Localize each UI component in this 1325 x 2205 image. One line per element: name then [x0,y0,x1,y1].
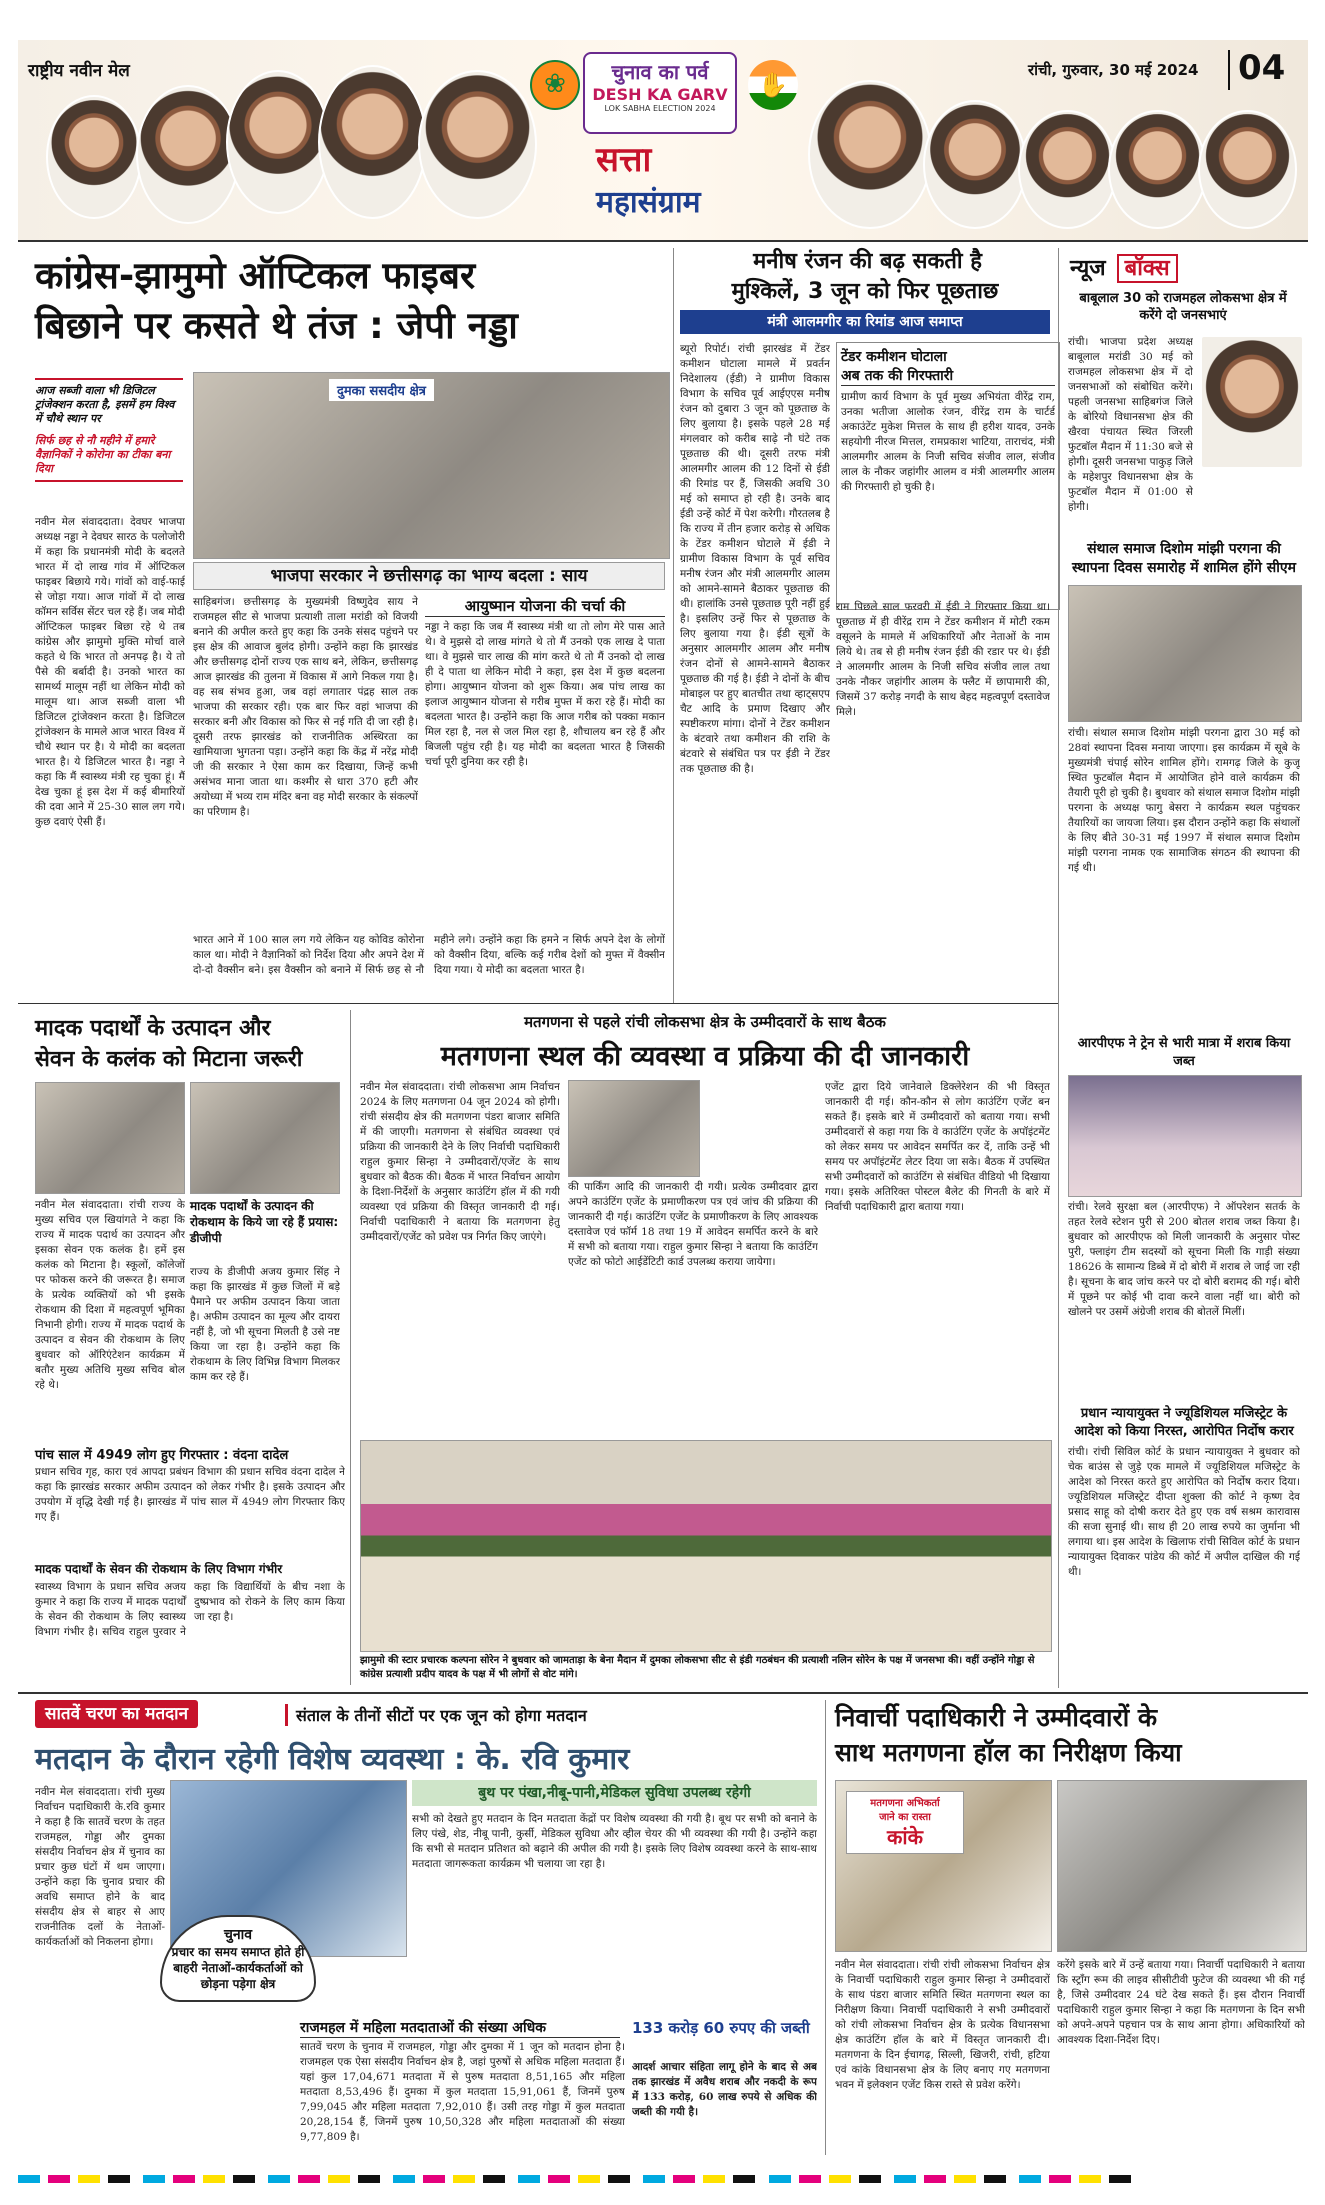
page-number-divider [1228,50,1230,90]
lead-photo [193,372,670,559]
congress-hand-logo: ✋ [748,60,798,110]
phase7-strap-body: सभी को देखते हुए मतदान के दिन मतदाता केंद्रों पर विशेष व्यवस्था की गयी है। बूथ पर सभी को बनाने के लिए पंखे, शेड, नीबू पानी, कुर्सी, मेडिकल सुविधा और व्हील चेयर की भी व्यवस्था की गयी है। उन्होंने कहा कि सभी से मतदान प्रतिशत को बढ़ाने की अपील की गयी है। इसके लिए विशेष व्यवस्था करने के साथ-साथ मतदाता जागरूकता कार्यक्रम भी चलाया जा रहा है। [412,1813,817,1870]
drug-sub-body: राज्य के डीजीपी अजय कुमार सिंह ने कहा कि झारखंड में कुछ जिलों में बड़े पैमाने पर अफीम उत्पादन किया जाता है। अफीम उत्पादन का मूल्य और दायरा नहीं है, जो भी सूचना मिलती है उसे नष्ट किया जा रहा है। उन्होंने कहा कि रोकथाम के लिए विभिन्न विभाग मिलकर काम कर रहे हैं। [190,1266,340,1383]
phase7-cash-head: 133 करोड़ 60 रुपए की जब्ती [632,2019,810,2037]
news-item-4-head: प्रधान न्यायायुक्त ने ज्यूडिशियल मजिस्ट्रेट के आदेश को किया निरस्त, आरोपित निर्दोष करार [1074,1406,1294,1439]
inspection-body: नवीन मेल संवाददाता। रांची रांची लोकसभा निर्वाचन क्षेत्र के निवार्ची पदाधिकारी राहुल कुमार सिन्हा ने उम्मीदवारों के साथ पंडरा बाजार समिति स्थित मतगणना स्थल का निरीक्षण किया। निवार्ची पदाधिकारी ने सभी उम्मीदवारों को रांची लोकसभा निर्वाचन क्षेत्र के प्रत्येक विधानसभा क्षेत्र काउंटिंग हॉल के बारे में विस्तृत जानकारी दी। मतगणना के दिन ईचागढ़, सिल्ली, खिजरी, रांची, हटिया एवं कांके विधानसभा क्षेत्र के लिए बनाए गए मतगणना भवन में इलेक्शन एजेंट किस रास्ते से प्रवेश करेंगे। [835,1959,1050,2091]
drug-headline-1: मादक पदार्थों के उत्पादन और [35,1016,271,1041]
bjp-lotus-logo: ❀ [530,60,580,110]
phase7-callout [160,1915,316,2002]
counting-kicker: मतगणना से पहले रांची लोकसभा क्षेत्र के उम्मीदवारों के साथ बैठक [524,1013,886,1031]
kalpana-rally-photo [360,1440,1052,1652]
lead-subhead-bar: भाजपा सरकार ने छत्तीसगढ़ का भाग्य बदला : साय [193,562,665,590]
ed-headline-1: मनीष रंजन की बढ़ सकती है [753,249,982,274]
lead-photo-banner: दुमका ससदीय क्षेत्र [329,379,434,401]
phase7-kicker: संताल के तीनों सीटों पर एक जून को होगा मतदान [285,1704,587,1726]
badge-line-1: चुनाव का पर्व [611,60,709,84]
news-box-title [1070,252,1178,282]
news-box-title-2: बॉक्स [1117,254,1178,283]
leader-portrait [226,70,330,214]
ed-headline-2: मुश्किलें, 3 जून को फिर पूछताछ [731,279,999,304]
section-title-mahasangram: महासंग्राम [596,185,701,220]
news-item-2-photo [1068,585,1302,722]
leader-portrait [418,70,537,219]
inspection-sign [846,1791,964,1854]
news-item-2-head: संथाल समाज दिशोम मांझी परगना की स्थापना दिवस समारोह में शामिल होंगे सीएम [1071,541,1297,576]
column-divider [350,1010,351,1685]
dateline: रांची, गुरुवार, 30 मई 2024 [1028,61,1199,79]
phase7-women-body: सातवें चरण के चुनाव में राजमहल, गोड्डा और दुमका में 1 जून को मतदान होना है। राजमहल एक ऐसा संसदीय निर्वाचन क्षेत्र है, जहां पुरुषों से अधिक महिला मतदाता हैं। यहां कुल 17,04,671 मतदाता में से पुरुष मतदाता 8,51,165 और महिला मतदाता 8,53,496 हैं। दुमका में कुल मतदाता 15,91,061 हैं, जिनमें पुरुष 7,99,045 और महिला मतदाता 7,92,010 हैं। उसी तरह गोड्डा में कुल मतदाता 20,28,154 हैं, जिनमें पुरुष 10,50,328 और महिला मतदाताओं की संख्या 9,77,809 है। [300,2041,625,2143]
section-rule [18,1003,1058,1004]
phase7-tag: सातवें चरण का मतदान [35,1700,198,1728]
leader-portrait [46,95,142,219]
kalpana-rally-caption: झामुमो की स्टार प्रचारक कल्पना सोरेन ने बुधवार को जामताड़ा के बेना मैदान में दुमका लोकसभा सीट से इंडी गठबंधन की प्रत्याशी नलिन सोरेन के पक्ष में जनसभा की। वहीं उन्होंने गोड्डा से कांग्रेस प्रत्याशी प्रदीप यादव के पक्ष में भी लोगों से वोट मांगे। [360,1655,1035,1680]
column-divider [825,1700,826,2155]
news-item-1-head: बाबूलाल 30 को राजमहल लोकसभा क्षेत्र में करेंगे दो जनसभाएं [1079,291,1287,323]
counting-body: नवीन मेल संवाददाता। रांची लोकसभा आम निर्वाचन 2024 के लिए मतगणना 04 जून 2024 को होगी। रांची संसदीय क्षेत्र की मतगणना पंडरा बाजार समिति में की जाएगी। मतगणना से संबंधित व्यवस्था एवं प्रक्रिया की जानकारी देने के लिए निर्वाची पदाधिकारी राहुल कुमार सिन्हा ने उम्मीदवारों/एजेंट के साथ बुधवार को बैठक की। बैठक में भारत निर्वाचन आयोग के दिशा-निर्देशों के अनुसार काउंटिंग हॉल में की गयी व्यवस्था एवं प्रक्रिया की विस्तृत जानकारी दी गई। निर्वाची पदाधिकारी ने बताया कि मतगणना हेतु उम्मीदवारों/एजेंट को प्रवेश पत्र निर्गत किए जाएंगे। [360,1081,560,1243]
lead-headline-2: बिछाने पर कसते थे तंज : जेपी नड्डा [35,304,518,347]
ed-side-head-2: अब तक की गिरफ्तारी [841,366,1055,386]
drug-photo-2 [190,1082,340,1194]
inspection-sign-3: कांके [887,1825,923,1849]
inspection-headline-2: साथ मतगणना हॉल का निरीक्षण किया [835,1738,1182,1767]
ed-sidebox [836,342,1060,610]
ed-bar: मंत्री आलमगीर का रिमांड आज समाप्त [680,310,1050,334]
counting-photo [568,1080,700,1177]
news-item-3-head: आरपीएफ ने ट्रेन से भारी मात्रा में शराब किया जब्त [1077,1036,1291,1069]
drug-sub-body-3: स्वास्थ्य विभाग के प्रधान सचिव अजय कुमार ने कहा कि राज्य में मादक पदार्थों के सेवन की रोकथाम के लिए स्वास्थ्य विभाग गंभीर है। सचिव राहुल पुरवार ने कहा कि विद्यार्थियों के बीच नशा के दुष्प्रभाव को रोकने के लिए काम किया जा रहा है। [35,1581,345,1638]
ed-body: ब्यूरो रिपोर्ट। रांची झारखंड में टेंडर कमीशन घोटाला मामले में प्रवर्तन निदेशालय (ईडी) ने ग्रामीण विकास विभाग के सचिव पूर्व आईएएस मनीष रंजन को दुबारा 3 जून को पूछताछ के लिए बुलाया है। इसके पहले 28 मई मंगलवार को करीब साढ़े नौ घंटे तक पूछताछ की थी। दूसरी तरफ मंत्री आलमगीर आलम की 12 दिनों से ईडी की रिमांड पर हैं, जिसकी अवधि 30 मई को समाप्त हो रही है। उनके बाद ईडी उन्हें कोर्ट में पेश करेगी। गौरतलब है कि राज्य में तीन हजार करोड़ से अधिक के टेंडर कमीशन घोटाले में ईडी ने ग्रामीण विकास विभाग के पूर्व सचिव मनीष रंजन और मंत्री आलमगीर आलम को आमने-सामने बैठाकर पूछताछ की थी। हालांकि उनसे पूछताछ पूरी नहीं हुई है। इसलिए उन्हें फिर से पूछताछ के लिए बुलाया गया है। ईडी सूत्रों के अनुसार आलमगीर आलम और मनीष रंजन दोनों से आमने-सामने बैठाकर पूछताछ की गई है। ईडी ने दोनों के बीच मोबाइल पर हुए बातचीत तथा व्हाट्सएप चैट आदि के प्रमाण दिखाए और स्पष्टीकरण मांगा। दोनों ने टेंडर कमीशन के बंटवारे तथा कमीशन की राशि के बंटवारे से संबंधित पत्र पर ईडी ने टेंडर तक पूछताछ की है। [680,343,830,775]
ed-side-body-2: राम पिछले साल फरवरी में ईडी ने गिरफ्तार किया था। पूछताछ में ही वीरेंद्र राम ने टेंडर कमीशन में मोटी रकम वसूलने के मामले में अधिकारियों और नेताओं के नाम लिये थे। तब से ही मनीष रंजन ईडी की रडार पर थे। ईडी ने आलमगीर आलम के निजी सचिव संजीव लाल तथा उनके नौकर जहांगीर आलम के फ्लैट में छापामारी की, जिसमें 37 करोड़ नगदी के साथ बेहद महत्वपूर्ण दस्तावेज मिले। [836,601,1050,718]
color-registration-bar [18,2168,1308,2180]
lead-sub-body-3: भारत आने में 100 साल लग गये लेकिन यह कोविड कोरोना काल था। मोदी ने वैज्ञानिकों को निर्देश दिया और अपने देश में दो-दो वैक्सीन बने। इस वैक्सीन को बनाने में सिर्फ छह से नौ महीने लगे। उन्होंने कहा कि हमने न सिर्फ अपने देश के लोगों को वैक्सीन दिया, बल्कि कई गरीब देशों को मुफ्त में वैक्सीन दिया गया। ये मोदी का बदलता भारत है। [193,934,665,976]
counting-body-2: की पार्किंग आदि की जानकारी दी गयी। प्रत्येक उम्मीदवार द्वारा अपने काउंटिंग एजेंट के प्रमाणीकरण पत्र एवं जांच की प्रक्रिया की जानकारी दी गई। काउंटिंग एजेंट के प्रमाणीकरण के लिए आवश्यक दस्तावेज एवं फॉर्म 18 तथा 19 में आवेदन समर्पित करने के बारे में सभी को बताया गया। राहुल कुमार सिन्हा ने बताया कि काउंटिंग एजेंट को फोटो आईडेंटिटी कार्ड उपलब्ध कराया जायेगा। [568,1181,818,1268]
phase7-body: नवीन मेल संवाददाता। रांची मुख्य निर्वाचन पदाधिकारी के.रवि कुमार ने कहा है कि सातवें चरण के तहत राजमहल, गोड्डा और दुमका संसदीय निर्वाचन क्षेत्र में चुनाव का प्रचार कुछ घंटों में थम जाएगा। उन्होंने कहा कि चुनाव प्रचार की अवधि समाप्त होने के बाद संसदीय क्षेत्र से बाहर से आए राजनीतिक दलों के नेताओं-कार्यकर्ताओं को निकलना होगा। [35,1786,165,1948]
election-badge [583,52,737,134]
leader-portrait [1018,110,1117,229]
ed-side-head-1: टेंडर कमीशन घोटाला [841,349,947,365]
leader-portrait [923,100,1027,229]
phase7-callout-1: चुनाव [223,1927,253,1943]
pull-quote [35,378,183,482]
inspection-headline-1: निवार्ची पदाधिकारी ने उम्मीदवारों के [835,1703,1158,1732]
column-divider [1058,248,1059,1688]
section-rule [18,1692,1308,1694]
drug-subhead-3: मादक पदार्थों के सेवन की रोकथाम के लिए विभाग गंभीर [35,1562,283,1576]
drug-headline-2: सेवन के कलंक को मिटाना जरूरी [35,1047,303,1072]
drug-sub-body-2: प्रधान सचिव गृह, कारा एवं आपदा प्रबंधन विभाग की प्रधान सचिव वंदना दादेल ने कहा कि झारखंड सरकार अफीम उत्पादन को लेकर गंभीर है। इसके उत्पादन और उपयोग में वृद्धि देखी गई है। झारखंड में पांच साल में 4949 लोग गिरफ्तार किए गए हैं। [35,1466,345,1523]
drug-body: नवीन मेल संवाददाता। रांची राज्य के मुख्य सचिव एल खियांगते ने कहा कि राज्य में मादक पदार्थ का उत्पादन और इसका सेवन एक कलंक है। हमें इस कलंक को मिटाना है। स्कूलों, कॉलेजों पर फोकस करने की जरूरत है। समाज के प्रत्येक व्यक्तियों को भी इसके रोकथाम की दिशा में महत्वपूर्ण भूमिका निभानी होगी। राज्य में मादक पदार्थ के उत्पादन व सेवन की रोकथाम के लिए बुधवार को ऑरिएंटेशन कार्यक्रम में बतौर मुख्य अतिथि मुख्य सचिव बोल रहे थे। [35,1199,185,1391]
phase7-strap: बुथ पर पंखा,नीबू-पानी,मेडिकल सुविधा उपलब्ध रहेगी [412,1780,817,1806]
column-divider [673,248,674,1003]
inspection-photo-2 [1057,1780,1307,1952]
section-title-satta: सत्ता [596,140,652,180]
lead-sub-body: साहिबगंज। छत्तीसगढ़ के मुख्यमंत्री विष्णुदेव साय ने राजमहल सीट से भाजपा प्रत्याशी ताला मरांडी को विजयी बनाने की अपील करते हुए कहा कि उनके संसद पहुंचने पर इस क्षेत्र की आवाज बुलंद होगी। उन्होंने कहा कि झारखंड और छत्तीसगढ़ दोनों राज्य एक साथ बने, लेकिन, छत्तीसगढ़ आज झारखंड की तुलना में विकास में आगे निकल गया है। वह सब संभव हुआ, जब वहां लगातार पंद्रह साल तक भाजपा की सरकार रही। एक बार फिर वहां भाजपा की सरकार बनी और विकास को फिर से नई गति दी जा रही है। दूसरी तरफ झारखंड को राजनीतिक अस्थिरता का खामियाजा भुगतना पड़ा। उन्होंने कहा कि केंद्र में नरेंद्र मोदी जी की सरकार ने ऐसा काम कर दिखाया, जिन्हें कभी असंभव माना जाता था। कश्मीर से धारा 370 हटी और अयोध्या में भव्य राम मंदिर बना वह मोदी सरकार के संकल्पों का परिणाम है। [193,596,418,818]
lead-headline-1: कांग्रेस-झामुमो ऑप्टिकल फाइबर [35,254,476,297]
badge-line-2: DESH KA GARV [592,85,728,104]
drug-subhead: मादक पदार्थों के उत्पादन की रोकथाम के किये जा रहे हैं प्रयास: डीजीपी [190,1199,339,1245]
leader-portrait [1198,110,1297,229]
paper-name: राष्ट्रीय नवीन मेल [28,61,130,81]
pull-quote-2: सिर्फ छह से नौ महीने में हमारे वैज्ञानिकों ने कोरोना का टीका बना दिया [35,434,171,475]
phase7-headline: मतदान के दौरान रहेगी विशेष व्यवस्था : के. रवि कुमार [35,1742,630,1777]
inspection-sign-2: जाने का रास्ता [879,1812,931,1823]
news-item-1-body: रांची। भाजपा प्रदेश अध्यक्ष बाबूलाल मरांडी 30 मई को राजमहल लोकसभा क्षेत्र में दो जनसभाओं को संबोधित करेंगे। पहली जनसभा साहिबगंज जिले के बोरियो विधानसभा क्षेत्र की खैरवा पंचायत स्थित जिरली फुटबॉल मैदान में 11:30 बजे से होगी। दूसरी जनसभा पाकुड़ जिले के महेशपुर विधानसभा क्षेत्र के फुटबॉल मैदान में 01:00 से होगी। [1068,336,1193,513]
drug-subhead-2: पांच साल में 4949 लोग हुए गिरफ्तार : वंदना दादेल [35,1448,289,1463]
phase7-women-head: राजमहल में महिला मतदाताओं की संख्या अधिक [300,2018,620,2038]
lead-subhead-2: आयुष्मान योजना की चर्चा की [425,596,665,617]
news-item-2-body: रांची। संथाल समाज दिशोम मांझी परगना द्वारा 30 मई को 28वां स्थापना दिवस मनाया जाएगा। इस कार्यक्रम में सूबे के मुख्यमंत्री चंपाई सोरेन शामिल होंगे। रामगढ़ जिले के कुजू स्थित फुटबॉल मैदान में आयोजित होने वाले कार्यक्रम की तैयारी पूरी हो चुकी है। बुधवार को संथाल समाज दिशोम मांझी परगना के अध्यक्ष फागु बेसरा ने कार्यक्रम स्थल पहुंचकर तैयारियों का जायजा लिया। इस दौरान उन्होंने कहा कि संथालों के लिए बीते 30-31 मई 1997 में संथाल समाज दिशोम मांझी परगना नामक एक सामाजिक संगठन की स्थापना की गई थी। [1068,727,1300,874]
news-box-title-1: न्यूज [1070,256,1106,281]
news-item-4-body: रांची। रांची सिविल कोर्ट के प्रधान न्यायायुक्त ने बुधवार को चेक बाउंस से जुड़े एक मामले में ज्यूडिशियल मजिस्ट्रेट के आदेश को निरस्त करते हुए आरोपित को निर्दोष करार दिया। ज्यूडिशियल मजिस्ट्रेट दीप्ता शुक्ला की कोर्ट ने कृष्ण देव प्रसाद साहू को दोषी करार देते हुए एक वर्ष सश्रम कारावास की सजा सुनाई थी। साथ ही 20 लाख रुपये का जुर्माना भी लगाया था। इस आदेश के खिलाफ रांची सिविल कोर्ट के प्रधान न्यायायुक्त दिवाकर पांडेय की कोर्ट में अपील दाखिल की गई थी। [1068,1446,1300,1578]
lead-sub-body-2: नड्डा ने कहा कि जब मैं स्वास्थ्य मंत्री था तो लोग मेरे पास आते थे। वे मुझसे दो लाख मांगते थे तो मैं उनको एक लाख दे पाता था। वे मुझसे चार लाख की मांग करते थे तो मैं उनको दो लाख ही दे पाता था लेकिन मोदी ने कहा, इस देश में कुछ बदलना होगा। आयुष्मान योजना को शुरू किया। अब पांच लाख का इलाज आयुष्मान योजना से गरीब मुफ्त में करा रहे हैं। मोदी का बदलता भारत है। उन्होंने कहा कि आज गरीब को पक्का मकान मिल रहा है, नल से जल मिल रहा है, शौचालय बन रहे हैं और बिजली पहुंच रही है। यह मोदी का बदलता भारत है जिसकी चर्चा पूरी दुनिया कर रही है। [425,621,665,768]
counting-headline: मतगणना स्थल की व्यवस्था व प्रक्रिया की दी जानकारी [440,1041,970,1072]
badge-line-3: LOK SABHA ELECTION 2024 [604,104,716,113]
news-item-3-photo [1068,1075,1302,1197]
lead-body: नवीन मेल संवाददाता। देवघर भाजपा अध्यक्ष नड्डा ने देवघर सारठ के पलोजोरी में कहा कि प्रधानमंत्री मोदी के बदलते भारत में दो लाख गांव में ऑप्टिकल फाइबर बिछाये गये। गांवों को वाई-फाई से जोड़ा गया। आज गांवों में दो लाख कॉमन सर्विस सेंटर चल रहे हैं। जब मोदी ऑप्टिकल फाइबर बिछा रहे थे तब कांग्रेस और झामुमो मुक्ति मोर्चा वाले कहते थे कि भारत तो अनपढ़ है। ये तो पैसे की बर्बादी है। उनको भारत का सामर्थ्य मालूम नहीं था लेकिन मोदी को मालूम था। आज सब्जी वाला भी डिजिटल ट्रांजेक्शन करता है। डिजिटल ट्रांजेक्शन के मामले आज भारत विश्व में चौथे स्थान पर है। ये मोदी का बदलता भारत है। ये डिजिटल भारत है। नड्डा ने कहा कि मैं स्वास्थ्य मंत्री रह चुका हूं। मैं देख चुका हूं इस देश में कई बीमारियों की दवा आने में 25-30 साल लग गये। कुछ दवाएं ऐसी हैं। [35,516,185,828]
ed-side-body: ग्रामीण कार्य विभाग के पूर्व मुख्य अभियंता वीरेंद्र राम, उनका भतीजा आलोक रंजन, वीरेंद्र राम के चार्टर्ड अकाउंटेंट मुकेश मित्तल के साथ ही हरीश यादव, उनके सहयोगी नीरज मित्तल, रामप्रकाश भाटिया, ताराचंद, मंत्री आलमगीर आलम के निजी सचिव संजीव लाल, संजीव लाल के नौकर जहांगीर आलम व मंत्री आलमगीर आलम की गिरफ्तारी हो चुकी है। [841,391,1055,493]
babulal-portrait [1200,335,1304,469]
leader-portrait [1108,110,1207,229]
inspection-photo-1 [835,1780,1052,1952]
drug-photo-1 [35,1082,185,1194]
inspection-sign-1: मतगणना अभिकर्ता [870,1798,940,1809]
news-item-3-body: रांची। रेलवे सुरक्षा बल (आरपीएफ) ने ऑपरेशन सतर्क के तहत रेलवे स्टेशन पुरी से 200 बोतल शराब जब्त किया है। बुधवार को आरपीएफ को मिली जानकारी के अनुसार पोस्ट पुरी, फ्लाइंग टीम सदस्यों को सूचना मिली कि गाड़ी संख्या 18626 के सामान्य डिब्बे में दो बोरी में शराब ले जाई जा रही है। सूचना के बाद जांच करने पर दो बोरी बरामद की गई। बोरी में पूछने पर कोई भी दावा करने वाला नहीं था। बोरी को खोलने पर उसमें अंग्रेजी शराब की बोतलें मिलीं। [1068,1201,1300,1318]
leader-portrait [808,80,932,229]
masthead-rule [18,240,1308,242]
page-number: 04 [1238,48,1286,88]
phase7-cash-body: आदर्श आचार संहिता लागू होने के बाद से अब तक झारखंड में अवैध शराब और नकदी के रूप में 133 करोड़, 60 लाख रुपये से अधिक की जब्ती की गयी है। [632,2061,817,2118]
phase7-callout-2: प्रचार का समय समाप्त होते ही बाहरी नेताओं-कार्यकर्ताओं को छोड़ना पड़ेगा क्षेत्र [171,1945,305,1991]
counting-body-3: एजेंट द्वारा दिये जानेवाले डिक्लेरेशन की भी विस्तृत जानकारी दी गई। कौन-कौन से लोग काउंटिंग एजेंट बन सकते हैं। इसके बारे में उम्मीदवारों को बताया गया। सभी उम्मीदवारों से कहा गया कि वे काउंटिंग एजेंट के अपॉइंटमेंट को लेकर समय पर आवेदन समर्पित कर दें, ताकि उन्हें भी समय पर अपॉइंटमेंट लेटर दिया जा सके। बैठक में उपस्थित सभी उम्मीदवारों को काउंटिंग से संबंधित वीडियो भी दिखाया गया। इसके अतिरिक्त पोस्टल बैलेट की गिनती के बारे में निर्वाची पदाधिकारी द्वारा बताया गया। [825,1081,1050,1213]
leader-portrait [318,65,427,219]
inspection-body-2: करेंगे इसके बारे में उन्हें बताया गया। निवार्ची पदाधिकारी ने बताया कि स्ट्रॉंग रूम की लाइव सीसीटीवी फुटेज की व्यवस्था भी की गई है, जिसे उम्मीदवार 24 घंटे देख सकते हैं। इस दौरान निवार्ची पदाधिकारी राहुल कुमार सिन्हा ने कहा कि मतगणना के दिन सभी को अपने-अपने पहचान पत्र के साथ आना होगा। अधिकारियों को आवश्यक दिशा-निर्देश दिए। [1057,1959,1305,2046]
pull-quote-1: आज सब्जी वाला भी डिजिटल ट्रांजेक्शन करता है, इसमें हम विश्व में चौथे स्थान पर [35,384,175,425]
leader-portrait [136,85,240,224]
masthead [18,40,1308,240]
